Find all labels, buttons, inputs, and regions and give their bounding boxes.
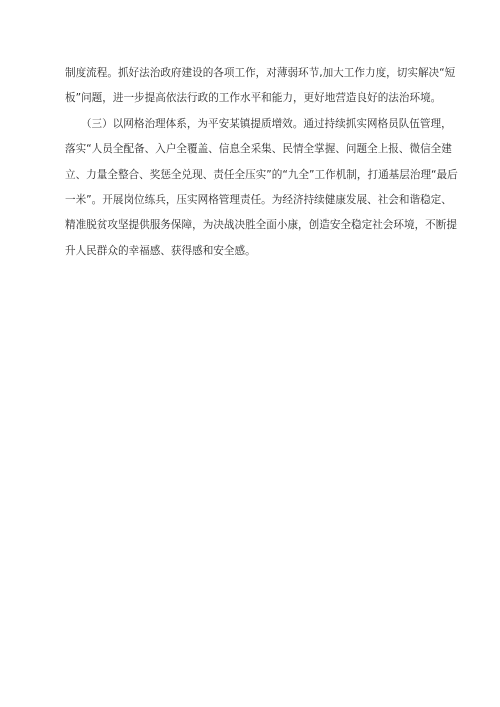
text-line: 制度流程。抓好法治政府建设的各项工作，对薄弱环节,加大工作力度，切实解决“短 — [65, 67, 456, 79]
text-line: 落实“人员全配备、入户全覆盖、信息全采集、民情全掌握、问题全上报、微信全建 — [65, 143, 452, 156]
text-line: 板”问题，进一步提高依法行政的工作水平和能力，更好地营造良好的法治环境。 — [65, 92, 442, 105]
text-line: 升人民群众的幸福感、获得感和安全感。 — [65, 244, 256, 257]
text-line: 精准脱贫攻坚提供服务保障，为决战决胜全面小康，创造安全稳定社会环境，不断提 — [65, 219, 457, 232]
body-text — [65, 61, 458, 264]
text-line: （三）以网格治理体系，为平安某镇提质增效。通过持续抓实网格员队伍管理， — [65, 117, 452, 130]
text-line: 立、力量全整合、奖惩全兑现、责任全压实”的“九全”工作机制，打通基层治理“最后 — [65, 168, 458, 181]
text-line: 一米”。开展岗位练兵，压实网格管理责任。为经济持续健康发展、社会和谐稳定、 — [65, 193, 452, 206]
